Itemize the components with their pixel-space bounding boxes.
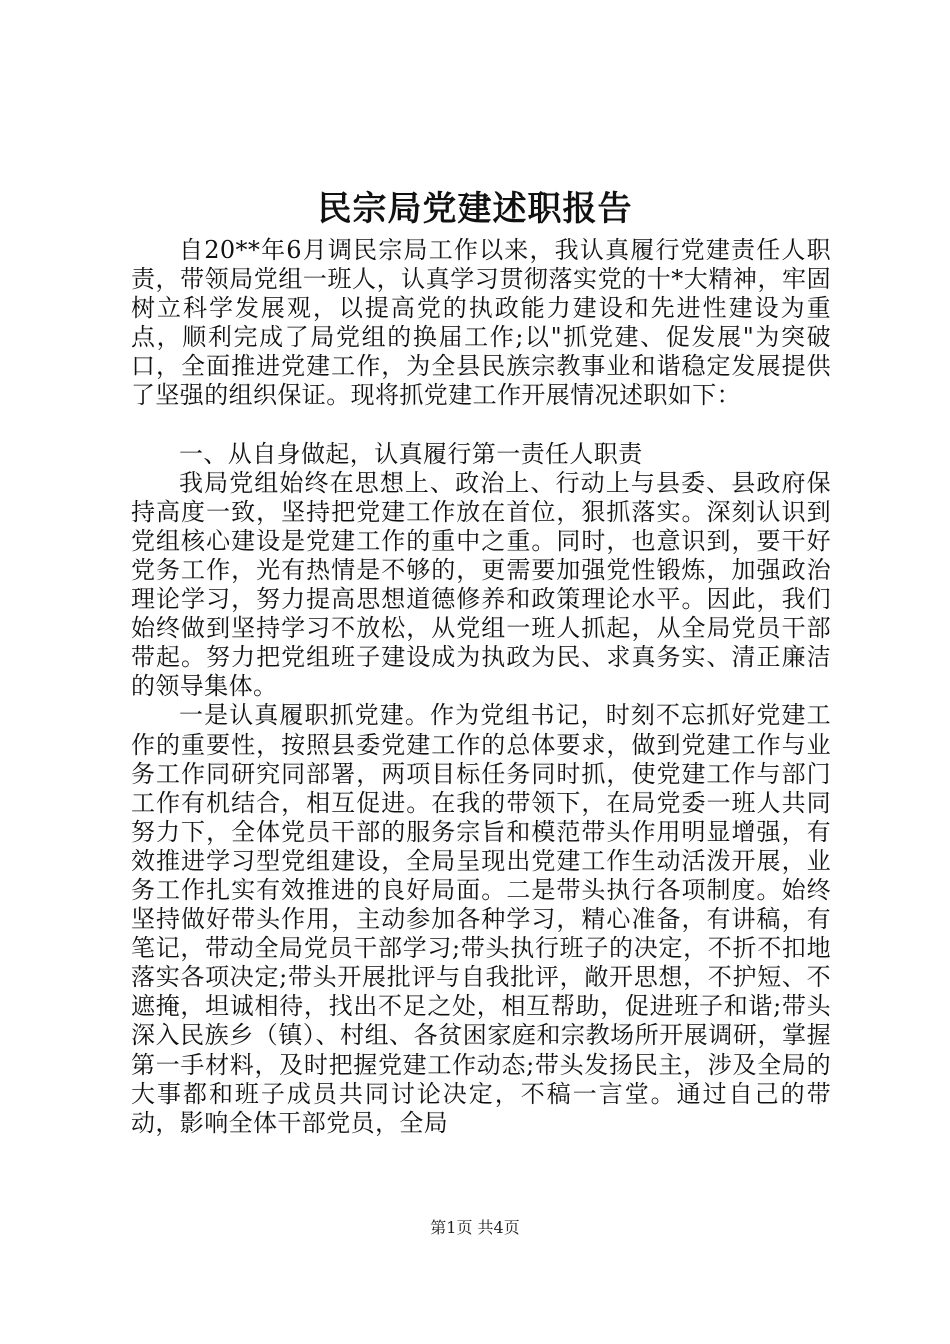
document-title: 民宗局党建述职报告 bbox=[317, 189, 633, 229]
document-body bbox=[131, 236, 831, 1138]
body-paragraph: 一是认真履职抓党建。作为党组书记，时刻不忘抓好党建工作的重要性，按照县委党建工作的总体要求，做到党建工作与业务工作同研究同部署，两项目标任务同时抓，使党建工作与部门工作有机结合，相互促进。在我的带领下，在局党委一班人共同努力下，全体党员干部的服务宗旨和模范带头作用明显增强，有效推进学习型党组建设，全局呈现出党建工作生动活泼开展，业务工作扎实有效推进的良好局面。二是带头执行各项制度。始终坚持做好带头作用，主动参加各种学习，精心准备，有讲稿，有笔记，带动全局党员干部学习;带头执行班子的决定，不折不扣地落实各项决定;带头开展批评与自我批评，敞开思想，不护短、不遮掩，坦诚相待，找出不足之处，相互帮助，促进班子和谐;带头深入民族乡（镇）、村组、各贫困家庭和宗教场所开展调研，掌握第一手材料，及时把握党建工作动态;带头发扬民主，涉及全局的大事都和班子成员共同讨论决定，不稿一言堂。通过自己的带动，影响全体干部党员，全局 bbox=[131, 701, 831, 1137]
section-heading: 一、从自身做起，认真履行第一责任人职责 bbox=[179, 439, 643, 468]
intro-paragraph: 自20**年6月调民宗局工作以来，我认真履行党建责任人职责，带领局党组一班人，认真学习贯彻落实党的十*大精神，牢固树立科学发展观，以提高党的执政能力建设和先进性建设为重点，顺利完成了局党组的换届工作;以"抓党建、促发展"为突破口，全面推进党建工作，为全县民族宗教事业和谐稳定发展提供了坚强的组织保证。现将抓党建工作开展情况述职如下： bbox=[131, 236, 831, 410]
body-paragraph: 我局党组始终在思想上、政治上、行动上与县委、县政府保持高度一致，坚持把党建工作放在首位，狠抓落实。深刻认识到党组核心建设是党建工作的重中之重。同时，也意识到，要干好党务工作，光有热情是不够的，更需要加强党性锻炼，加强政治理论学习，努力提高思想道德修养和政策理论水平。因此，我们始终做到坚持学习不放松，从党组一班人抓起，从全局党员干部带起。努力把党组班子建设成为执政为民、求真务实、清正廉洁的领导集体。 bbox=[131, 468, 831, 701]
page-footer: 第1页 共4页 bbox=[430, 1218, 520, 1237]
paragraph-spacer bbox=[131, 411, 831, 440]
